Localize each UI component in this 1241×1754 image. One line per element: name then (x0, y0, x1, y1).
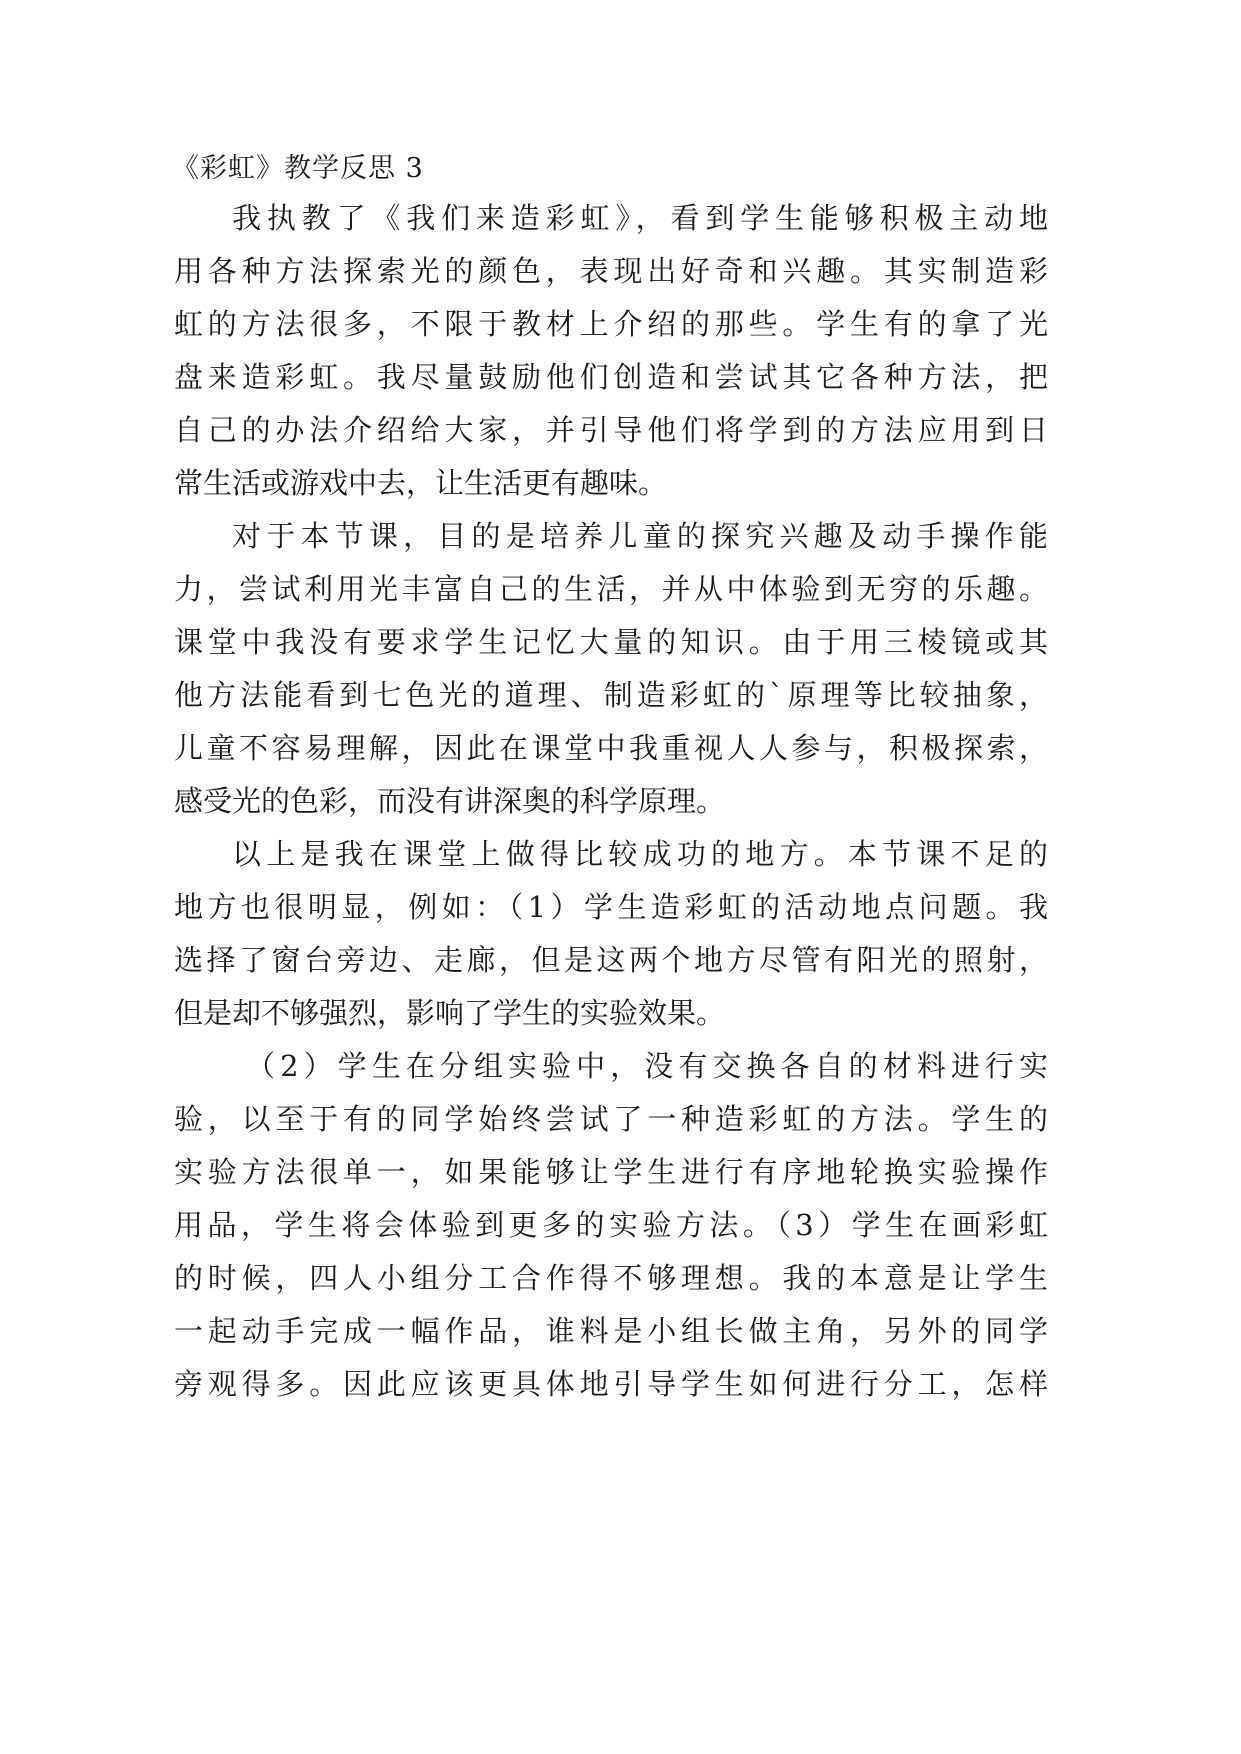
text-line: 用各种方法探索光的颜色，表现出好奇和兴趣。其实制造彩 (174, 254, 1048, 288)
text-line: 实验方法很单一，如果能够让学生进行有序地轮换实验操作 (174, 1155, 1048, 1189)
text-line: 他方法能看到七色光的道理、制造彩虹的`原理等比较抽象， (174, 678, 1048, 712)
text-line: 儿童不容易理解，因此在课堂中我重视人人参与，积极探索， (174, 731, 1048, 765)
text-line: 力，尝试利用光丰富自己的生活，并从中体验到无穷的乐趣。 (174, 572, 1048, 606)
text-line: 感受光的色彩，而没有讲深奥的科学原理。 (174, 784, 726, 818)
text-line: 用品，学生将会体验到更多的实验方法。（3）学生在画彩虹 (174, 1208, 1048, 1242)
text-line: 一起动手完成一幅作品，谁料是小组长做主角，另外的同学 (174, 1314, 1048, 1348)
text-line: 旁观得多。因此应该更具体地引导学生如何进行分工，怎样 (174, 1367, 1048, 1401)
text-line: 但是却不够强烈，影响了学生的实验效果。 (174, 996, 726, 1030)
text-line: 对于本节课，目的是培养儿童的探究兴趣及动手操作能 (232, 519, 1048, 553)
text-line: 选择了窗台旁边、走廊，但是这两个地方尽管有阳光的照射， (174, 943, 1048, 977)
text-line: 常生活或游戏中去，让生活更有趣味。 (174, 466, 668, 500)
text-line: 盘来造彩虹。我尽量鼓励他们创造和尝试其它各种方法，把 (174, 360, 1048, 394)
document-title: 《彩虹》教学反思 3 (172, 153, 424, 184)
text-line: 虹的方法很多，不限于教材上介绍的那些。学生有的拿了光 (174, 307, 1048, 341)
text-line: 我执教了《我们来造彩虹》，看到学生能够积极主动地 (232, 201, 1048, 235)
text-line: 课堂中我没有要求学生记忆大量的知识。由于用三棱镜或其 (174, 625, 1048, 659)
text-line: 自己的办法介绍给大家，并引导他们将学到的方法应用到日 (174, 413, 1048, 447)
text-line: （2）学生在分组实验中，没有交换各自的材料进行实 (246, 1049, 1048, 1083)
text-line: 验，以至于有的同学始终尝试了一种造彩虹的方法。学生的 (174, 1102, 1048, 1136)
text-line: 的时候，四人小组分工合作得不够理想。我的本意是让学生 (174, 1261, 1048, 1295)
text-line: 地方也很明显，例如：（1）学生造彩虹的活动地点问题。我 (174, 890, 1048, 924)
text-line: 以上是我在课堂上做得比较成功的地方。本节课不足的 (232, 837, 1048, 871)
